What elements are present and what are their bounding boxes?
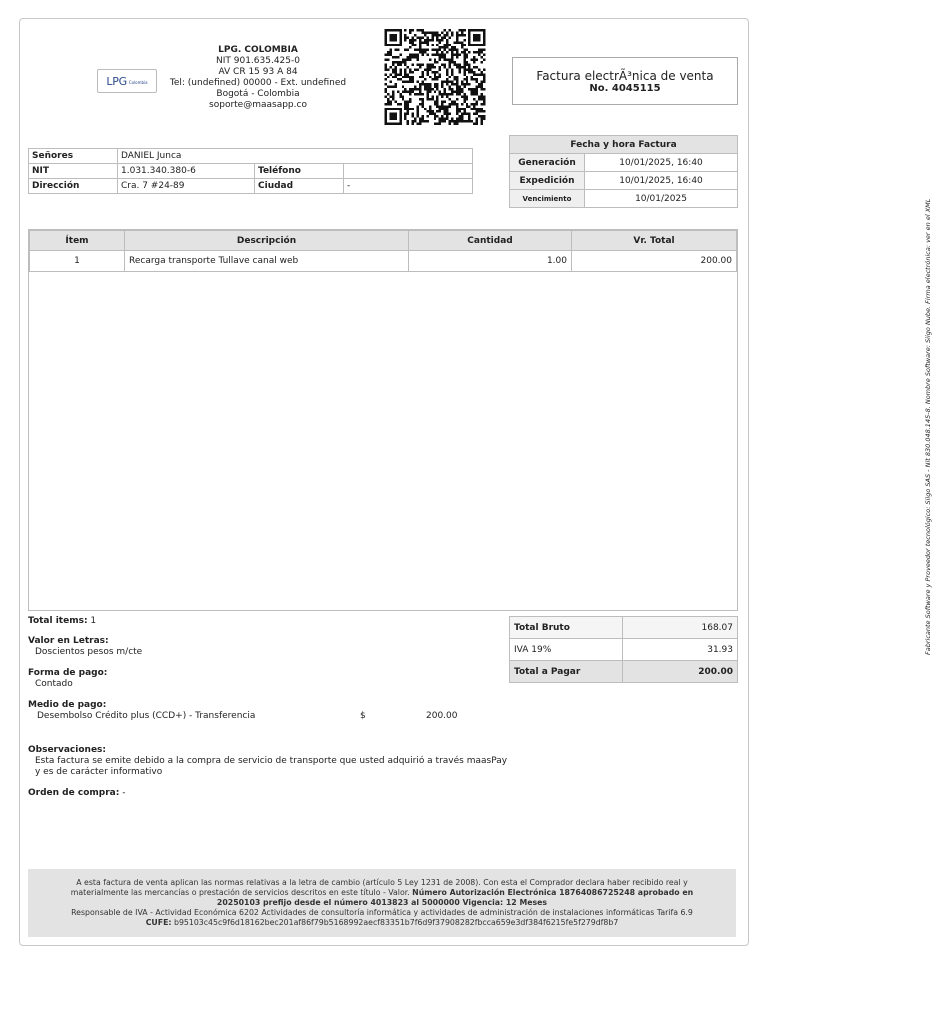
footer-line-1: A esta factura de venta aplican las normas relativas a la letra de cambio (artículo 5 Ley 1231 de 2008). Con esta el Comprador declara haber recibido real y — [76, 878, 688, 887]
payment-amount: 200.00 — [426, 711, 458, 721]
payment-method-label: Medio de pago: — [28, 700, 107, 710]
totals-row — [510, 617, 738, 639]
purchase-order — [28, 788, 125, 799]
total-items — [28, 616, 96, 627]
dates-table — [509, 135, 738, 208]
totals-row — [510, 639, 738, 661]
invoice-title-box — [512, 57, 738, 105]
col-header-total: Vr. Total — [572, 231, 737, 251]
payment-method-value: Desembolso Crédito plus (CCD+) - Transferencia — [37, 711, 256, 721]
payment-currency: $ — [360, 711, 366, 721]
company-logo — [97, 69, 157, 93]
company-nit: NIT 901.635.425-0 — [216, 56, 300, 66]
company-address: AV CR 15 93 A 84 — [218, 67, 298, 77]
customer-nit-label: NIT — [29, 164, 118, 179]
footer-line-4: Responsable de IVA - Actividad Económica 6202 Actividades de consultoría informática y actividades de administración de instalaciones informáticas Tarifa 6.9 — [71, 908, 693, 917]
company-city: Bogotá - Colombia — [216, 89, 300, 99]
cufe-line — [36, 918, 728, 928]
customer-address-value: Cra. 7 #24-89 — [118, 179, 255, 194]
amount-in-words-value: Doscientos pesos m/cte — [35, 647, 143, 657]
customer-address-label: Dirección — [29, 179, 118, 194]
payment-form — [28, 668, 107, 690]
items-area — [28, 229, 738, 611]
item-description: Recarga transporte Tullave canal web — [125, 251, 409, 272]
customer-phone-label: Teléfono — [255, 164, 344, 179]
iva-value: 31.93 — [623, 639, 738, 661]
table-row — [30, 251, 737, 272]
logo-text: LPG — [106, 74, 127, 88]
gross-total-value: 168.07 — [623, 617, 738, 639]
cufe-label: CUFE: — [145, 918, 172, 927]
totals-table — [509, 616, 738, 683]
total-to-pay-value: 200.00 — [623, 661, 738, 683]
invoice-title: Factura electrÃ³nica de venta — [536, 68, 714, 83]
invoice-number: No. 4045115 — [589, 82, 661, 94]
invoice-page — [19, 18, 932, 946]
customer-name-label: Señores — [29, 149, 118, 164]
item-total: 200.00 — [572, 251, 737, 272]
observations — [28, 745, 507, 778]
due-date-value: 10/01/2025 — [585, 190, 738, 208]
customer-table — [28, 148, 473, 194]
due-date-label: Vencimiento — [510, 190, 585, 208]
observations-label: Observaciones: — [28, 745, 107, 755]
totals-row — [510, 661, 738, 683]
item-number: 1 — [30, 251, 125, 272]
items-table — [29, 230, 737, 272]
company-name: LPG. COLOMBIA — [218, 45, 298, 55]
dates-header: Fecha y hora Factura — [510, 136, 738, 154]
expedition-label: Expedición — [510, 172, 585, 190]
payment-method — [28, 700, 488, 722]
item-quantity: 1.00 — [409, 251, 572, 272]
col-header-description: Descripción — [125, 231, 409, 251]
customer-city-value: - — [344, 179, 473, 194]
total-items-label: Total items: — [28, 616, 88, 626]
dates-row — [510, 190, 738, 208]
software-provider-text: Fabricante Software y Proveedor tecnológico: Siigo SAS - Nit 830.048.145-8. Nombre Software: Siigo Nube. Firma electrónica: ver en el XML — [924, 198, 932, 655]
customer-phone-value — [344, 164, 473, 179]
cufe-value: b95103c45c9f6d18162bec201af86f79b5168992aecf83351b7f6d9f37908282fbcca659e3df384f6215fe5f279df8b7 — [171, 918, 619, 927]
customer-row — [29, 164, 473, 179]
observations-line-1: Esta factura se emite debido a la compra de servicio de transporte que usted adquirió a través maasPay — [35, 756, 508, 766]
total-to-pay-label: Total a Pagar — [510, 661, 623, 683]
qr-code — [384, 29, 486, 125]
amount-in-words-label: Valor en Letras: — [28, 636, 109, 646]
footer-line-3: 20250103 prefijo desde el número 4013823 al 5000000 Vigencia: 12 Meses — [216, 898, 548, 907]
iva-label: IVA 19% — [510, 639, 623, 661]
observations-line-2: y es de carácter informativo — [35, 767, 163, 777]
legal-footer — [28, 869, 736, 937]
customer-row — [29, 149, 473, 164]
footer-line-2a: materialmente las mercancías o prestación de servicios descritos en este título - Valor. — [70, 888, 413, 897]
customer-city-label: Ciudad — [255, 179, 344, 194]
items-header-row — [30, 231, 737, 251]
company-phone: Tel: (undefined) 00000 - Ext. undefined — [169, 78, 347, 88]
col-header-item: Ítem — [30, 231, 125, 251]
amount-in-words — [28, 636, 142, 658]
customer-row — [29, 179, 473, 194]
dates-row — [510, 154, 738, 172]
generation-label: Generación — [510, 154, 585, 172]
payment-form-label: Forma de pago: — [28, 668, 108, 678]
payment-form-value: Contado — [35, 679, 73, 689]
gross-total-label: Total Bruto — [510, 617, 623, 639]
col-header-quantity: Cantidad — [409, 231, 572, 251]
company-info — [165, 45, 351, 111]
logo-subtext: Colombia — [128, 80, 148, 85]
purchase-order-label: Orden de compra: — [28, 788, 120, 798]
company-email: soporte@maasapp.co — [209, 100, 307, 110]
generation-value: 10/01/2025, 16:40 — [585, 154, 738, 172]
authorization-number: Número Autorización Electrónica 18764086725248 aprobado en — [412, 888, 694, 897]
footer-line-2 — [36, 888, 728, 898]
dates-row — [510, 172, 738, 190]
total-items-value: 1 — [90, 616, 97, 626]
customer-name-value: DANIEL Junca — [118, 149, 473, 164]
expedition-value: 10/01/2025, 16:40 — [585, 172, 738, 190]
customer-nit-value: 1.031.340.380-6 — [118, 164, 255, 179]
purchase-order-value: - — [122, 788, 126, 798]
